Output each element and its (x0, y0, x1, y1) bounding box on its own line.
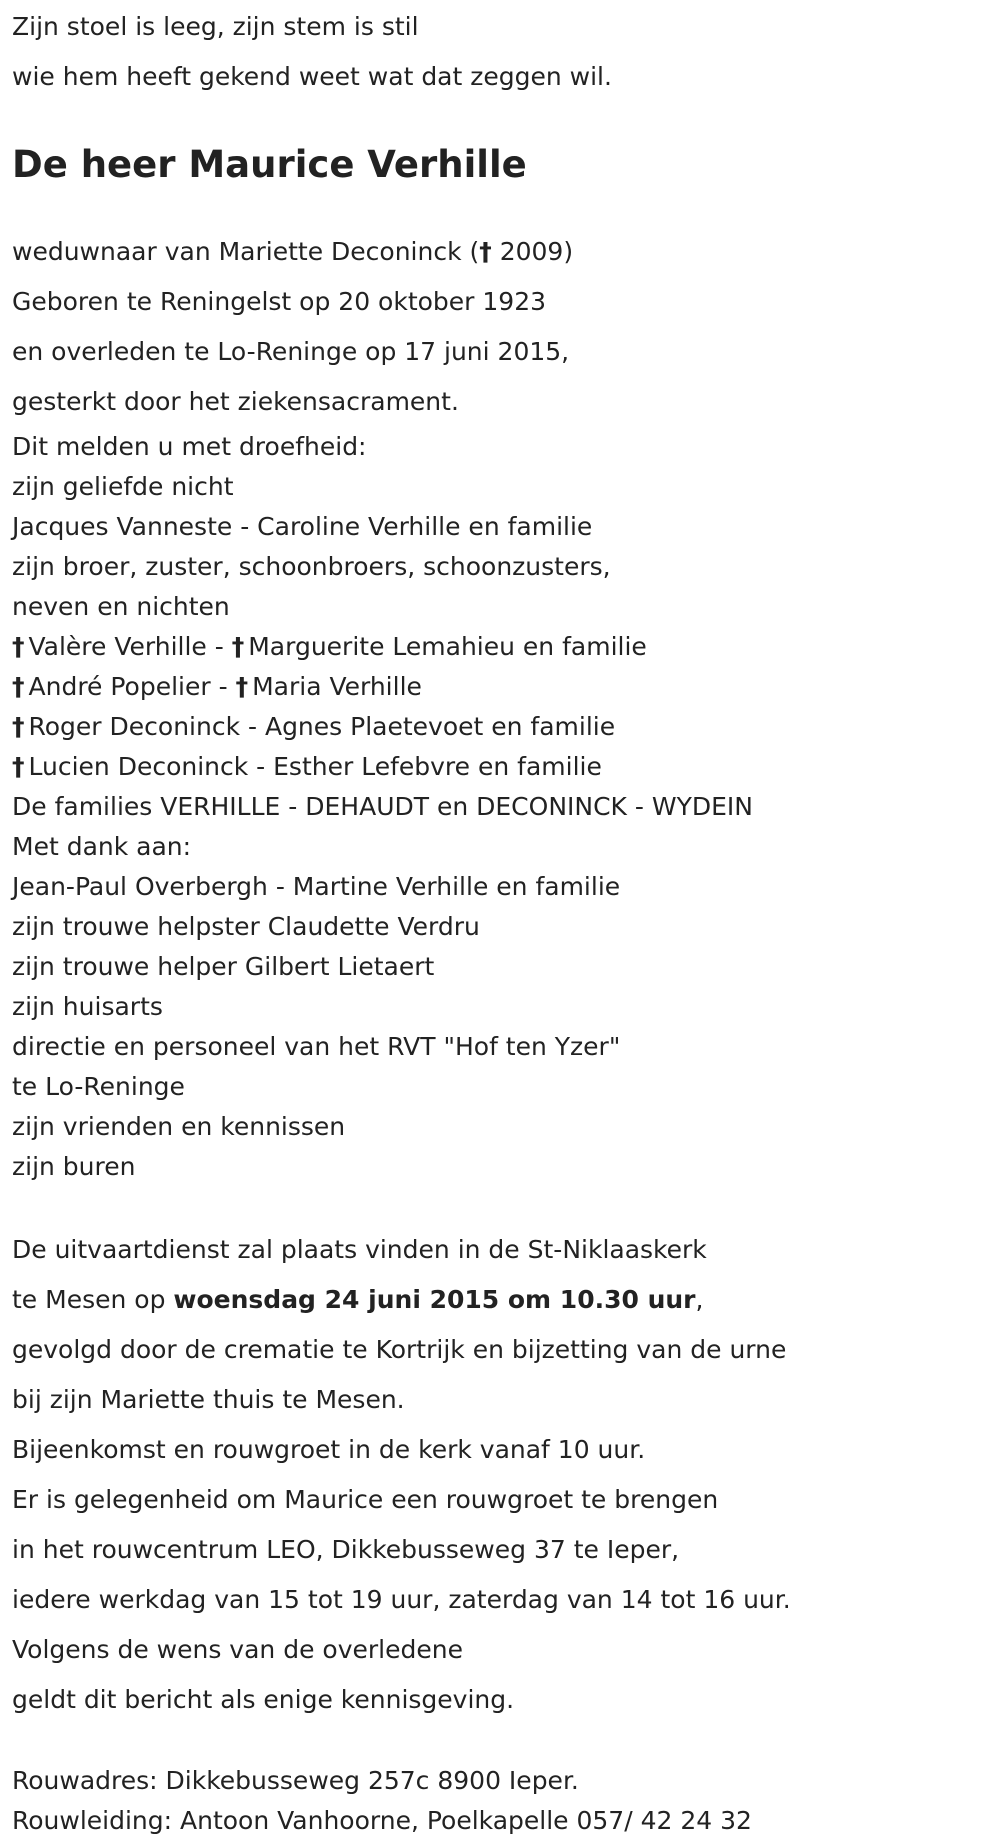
widower-suffix: 2009) (491, 237, 574, 266)
sacrament-line: gesterkt door het ziekensacrament. (12, 387, 459, 416)
poem (12, 2, 1000, 102)
service-line: Volgens de wens van de overledene (12, 1635, 463, 1664)
death-line: en overleden te Lo-Reninge op 17 juni 2015, (12, 337, 570, 366)
family-line: Dit melden u met droefheid: (12, 432, 367, 461)
family-line: zijn huisarts (12, 992, 163, 1021)
family-line: zijn geliefde nicht (12, 472, 234, 501)
poem-line: Zijn stoel is leeg, zijn stem is stil (12, 12, 419, 41)
widower-line (12, 227, 1000, 277)
cross-icon: † (12, 712, 25, 741)
cross-icon: † (12, 632, 25, 661)
funeral-director: Rouwleiding: Antoon Vanhoorne, Poelkapelle 057/ 42 24 32 (12, 1806, 752, 1835)
relative-name: Maria Verhille (252, 672, 422, 701)
relative-name: Marguerite Lemahieu en familie (248, 632, 647, 661)
service-line: De uitvaartdienst zal plaats vinden in de St-Niklaaskerk (12, 1235, 707, 1264)
family-line: Met dank aan: (12, 832, 192, 861)
family-line-deceased (12, 747, 1000, 787)
cross-icon: † (12, 752, 25, 781)
family-line: zijn broer, zuster, schoonbroers, schoonzusters, (12, 552, 611, 581)
family-list (12, 427, 1000, 1187)
service-line: gevolgd door de crematie te Kortrijk en bijzetting van de urne (12, 1335, 787, 1364)
deceased-details (12, 227, 1000, 427)
family-line: zijn trouwe helpster Claudette Verdru (12, 912, 480, 941)
birth-line: Geboren te Reningelst op 20 oktober 1923 (12, 287, 547, 316)
obituary-page (0, 2, 1000, 1844)
mourning-addresses (12, 1761, 1000, 1841)
service-line: bij zijn Mariette thuis te Mesen. (12, 1385, 405, 1414)
relative-name: Roger Deconinck - Agnes Plaetevoet en familie (28, 712, 616, 741)
service-line: Er is gelegenheid om Maurice een rouwgroet te brengen (12, 1485, 719, 1514)
family-line: Jean-Paul Overbergh - Martine Verhille en familie (12, 872, 621, 901)
family-line: directie en personeel van het RVT "Hof ten Yzer" (12, 1032, 621, 1061)
widower-prefix: weduwnaar van Mariette Deconinck ( (12, 237, 480, 266)
service-date-suffix: , (695, 1285, 704, 1314)
cross-icon: † (12, 672, 25, 701)
cross-icon: † (479, 237, 492, 266)
cross-icon: † (235, 672, 249, 701)
service-line: Bijeenkomst en rouwgroet in de kerk vanaf 10 uur. (12, 1435, 646, 1464)
relative-name: Valère Verhille - (28, 632, 232, 661)
family-line: zijn trouwe helper Gilbert Lietaert (12, 952, 435, 981)
relative-name: Lucien Deconinck - Esther Lefebvre en familie (28, 752, 602, 781)
page-title: De heer Maurice Verhille (12, 143, 527, 186)
family-line: zijn vrienden en kennissen (12, 1112, 346, 1141)
service-line: geldt dit bericht als enige kennisgeving. (12, 1685, 515, 1714)
family-line: De families VERHILLE - DEHAUDT en DECONINCK - WYDEIN (12, 792, 753, 821)
family-line-deceased (12, 667, 1000, 707)
family-line: te Lo-Reninge (12, 1072, 185, 1101)
cross-icon: † (231, 632, 245, 661)
service-line: iedere werkdag van 15 tot 19 uur, zaterdag van 14 tot 16 uur. (12, 1585, 791, 1614)
service-date-prefix: te Mesen op (12, 1285, 174, 1314)
service-date: woensdag 24 juni 2015 om 10.30 uur (173, 1285, 696, 1314)
poem-line: wie hem heeft gekend weet wat dat zeggen wil. (12, 62, 612, 91)
service-date-line (12, 1275, 1000, 1325)
mourning-address: Rouwadres: Dikkebusseweg 257c 8900 Ieper. (12, 1766, 579, 1795)
family-line-deceased (12, 627, 1000, 667)
family-line-deceased (12, 707, 1000, 747)
relative-name: André Popelier - (28, 672, 236, 701)
funeral-service-info (12, 1225, 1000, 1725)
family-line: neven en nichten (12, 592, 230, 621)
family-line: Jacques Vanneste - Caroline Verhille en familie (12, 512, 593, 541)
family-line: zijn buren (12, 1152, 136, 1181)
service-line: in het rouwcentrum LEO, Dikkebusseweg 37 te Ieper, (12, 1535, 680, 1564)
